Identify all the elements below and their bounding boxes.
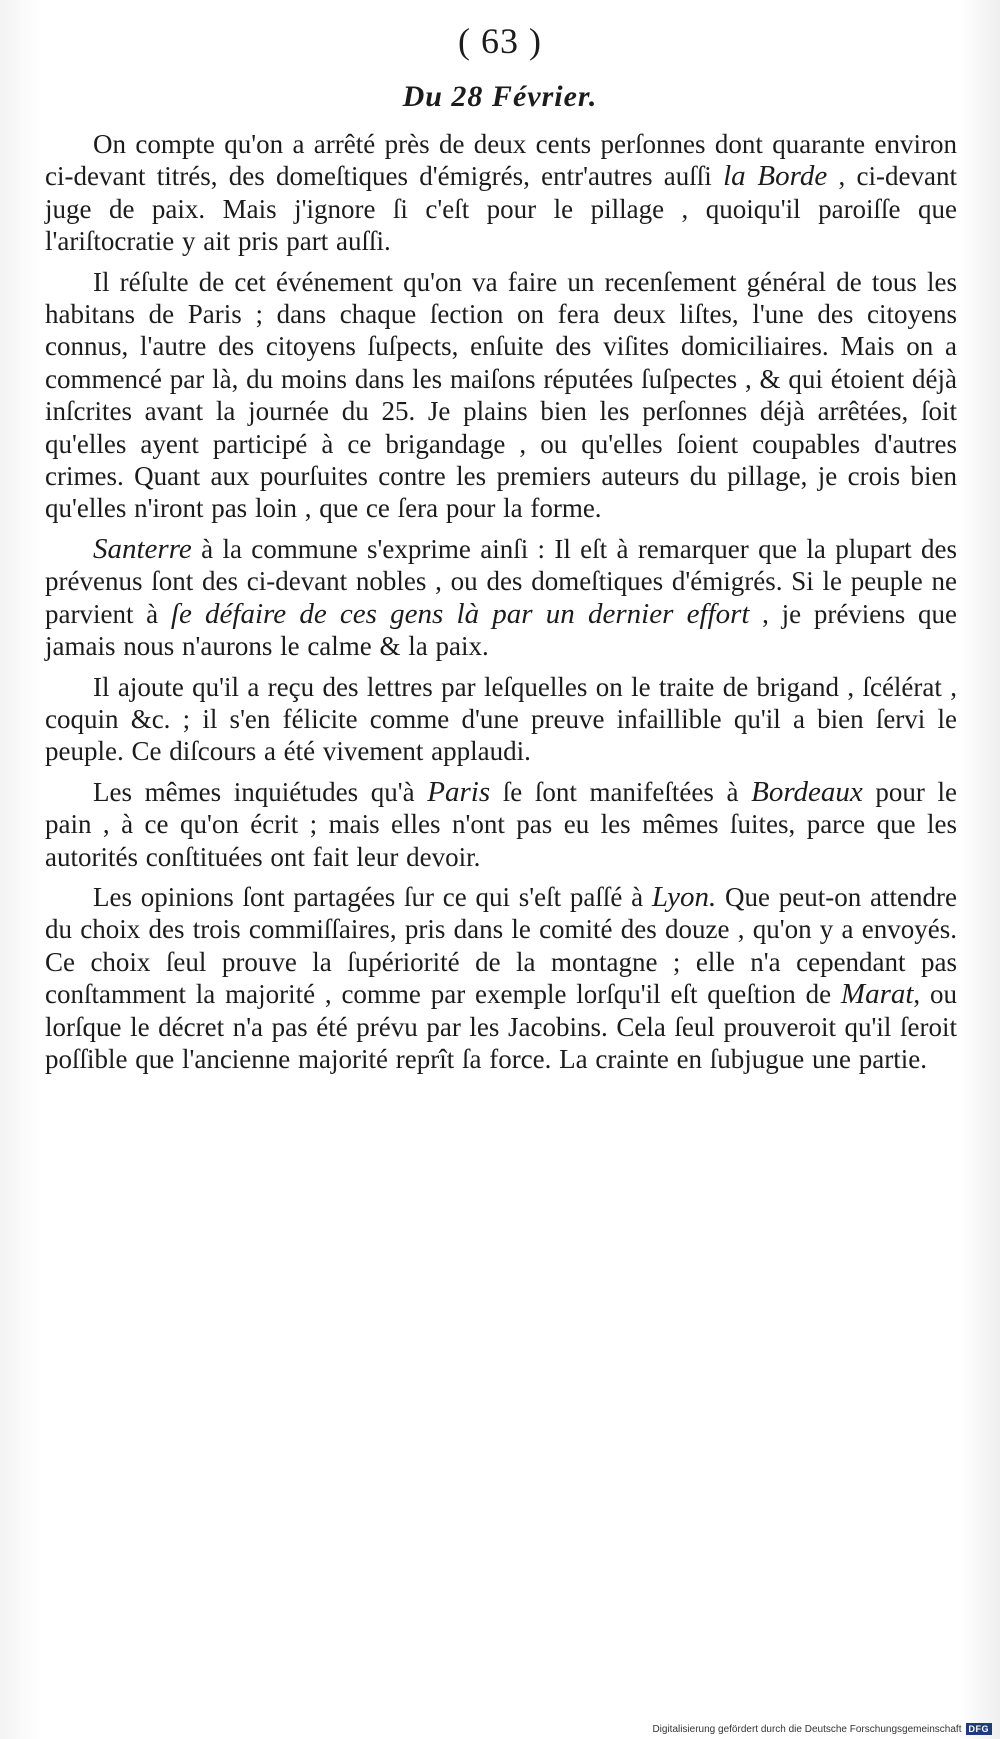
paragraph-text: ſe ſont manifeſtées à: [490, 776, 752, 807]
italic-text: ſe défaire de ces gens là par un dernier effort: [170, 597, 750, 630]
paragraph-text: On compte qu'on a arrêté près de deux cents perſonnes dont quarante environ ci-devant titrés, des domeſtiques d'émigrés, entr'autres auſſi: [45, 129, 957, 192]
paragraph-text: , ci-devant juge de paix. Mais j'ignore ſi c'eſt pour le pillage , quoiqu'il paroiſſe que l'ariſtocratie y ait pris part auſſi.: [45, 161, 957, 257]
italic-text: Bordeaux: [751, 775, 863, 808]
footer-text: Digitalisierung gefördert durch die Deutsche Forschungsgemeinschaft: [652, 1723, 962, 1735]
date-heading: Du 28 Février.: [402, 80, 598, 113]
dfg-logo: DFG: [966, 1723, 993, 1735]
paragraph-text: , je préviens que jamais nous n'aurons le calme & la paix.: [45, 598, 957, 662]
body-text: [45, 128, 957, 1083]
paragraph-text: pour le pain , à ce qu'on écrit ; mais elles n'ont pas eu les mêmes ſuites, parce que les autorités conſtituées ont fait leur devoir.: [45, 776, 957, 872]
page-number: ( 63 ): [458, 21, 542, 61]
paragraph-text: Les opinions ſont partagées ſur ce qui s'eſt paſſé à: [93, 881, 652, 912]
italic-text: Marat: [840, 978, 914, 1011]
paragraph: [45, 266, 957, 525]
paragraph-text: Il réſulte de cet événement qu'on va faire un recenſement général de tous les habitans de Paris ; dans chaque ſection on fera deux liſtes, l'une des citoyens connus, l'autre des citoyens ſuſpects, enſuite des viſites domiciliaires. Mais on a commencé par là, du moins dans les maiſons réputées ſuſpectes , & qui étoient déjà inſcrites avant la journée du 25. Je plains bien les perſonnes déjà arrêtées, ſoit qu'elles ayent participé à ce brigandage , ou qu'elles ſoient coupables d'autres crimes. Quant aux pourſuites contre les premiers auteurs du pillage, je crois bien qu'elles n'iront pas loin , que ce ſera pour la forme.: [45, 266, 957, 524]
paragraph-text: Les mêmes inquiétudes qu'à: [93, 776, 428, 807]
paragraph: [45, 776, 957, 873]
paragraph: [45, 533, 957, 663]
paragraph: [45, 671, 957, 768]
paragraph-text: , ou lorſque le décret n'a pas été prévu par les Jacobins. Cela ſeul prouveroit qu'il ſeroit poſſible que l'ancienne majorité reprît ſa force. La crainte en ſubjugue une partie.: [45, 979, 957, 1074]
paragraph-text: Que peut-on attendre du choix des trois commiſſaires, pris dans le comité des douze , qu'on y a envoyés. Ce choix ſeul prouve la ſupériorité de la montagne ; elle n'a cependant pas conſtamment la majorité , comme par exemple lorſqu'il eſt queſtion de: [45, 881, 957, 1010]
italic-text: Paris: [427, 775, 491, 808]
paragraph-text: Il ajoute qu'il a reçu des lettres par leſquelles on le traite de brigand , ſcélérat , coquin &c. ; il s'en félicite comme d'une preuve infaillible qu'il a bien ſervi le peuple. Ce diſcours a été vivement applaudi.: [45, 671, 957, 767]
italic-text: Lyon.: [651, 880, 717, 913]
paragraph-text: à la commune s'exprime ainſi : Il eſt à remarquer que la plupart des prévenus ſont des ci-devant nobles , ou des domeſtiques d'émigrés. Si le peuple ne parvient à: [45, 533, 957, 629]
italic-text: Santerre: [93, 532, 192, 565]
footer-credit: [652, 1723, 992, 1735]
paragraph: [45, 128, 957, 258]
italic-text: la Borde: [723, 160, 828, 193]
paragraph: [45, 881, 957, 1075]
